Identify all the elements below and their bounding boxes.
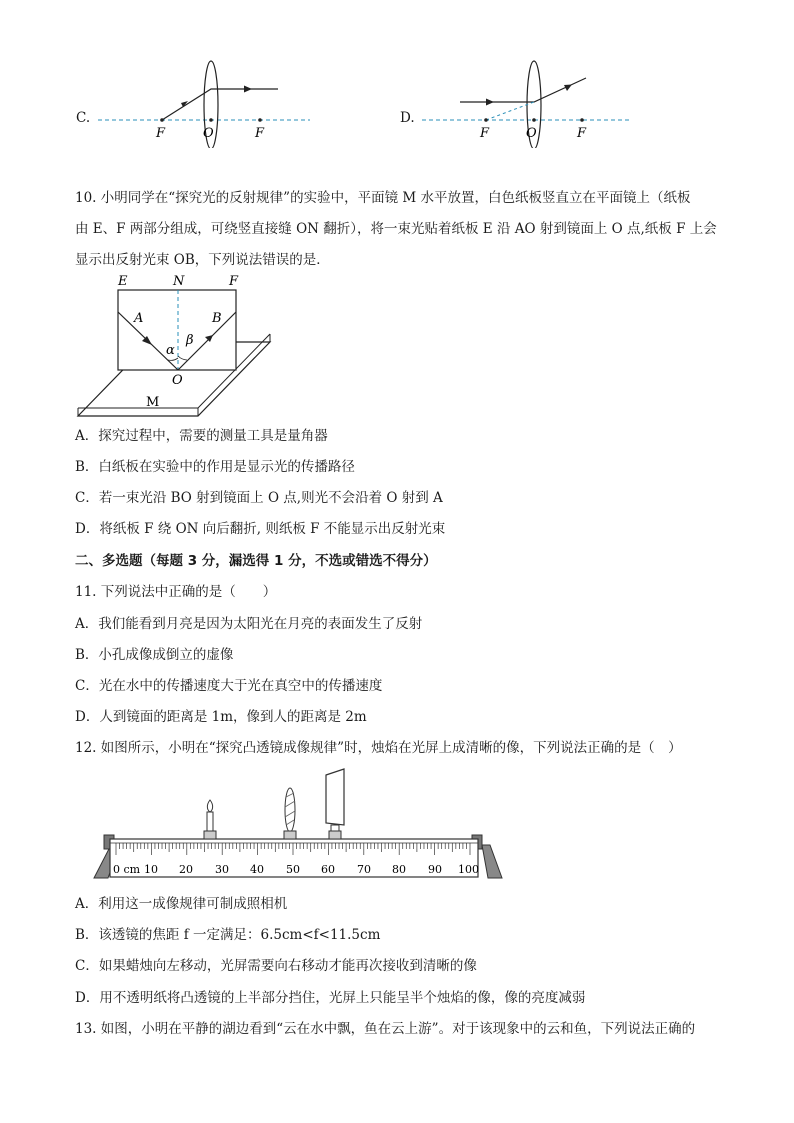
q11-option-c: C．光在水中的传播速度大于光在真空中的传播速度 [75,678,383,694]
bench-support-right [482,845,502,878]
label-alpha: α [166,343,175,358]
label-f: F [229,274,239,289]
label-n: N [173,274,185,289]
ruler-label-80: 80 [392,863,406,876]
label-e: E [118,274,128,289]
ruler-label-70: 70 [357,863,371,876]
focus-label-left: F [480,126,490,141]
q11-option-b: B．小孔成像成倒立的虚像 [75,647,234,663]
ruler-label-20: 20 [179,863,193,876]
ruler-label-30: 30 [215,863,229,876]
option-c-label: C. [76,110,91,126]
q9-option-d [394,60,654,148]
q12-option-d: D．用不透明纸将凸透镜的上半部分挡住，光屏上只能呈半个烛焰的像，像的亮度减弱 [75,990,586,1006]
ruler-label-0: 0 cm [113,863,141,876]
q12-stem: 12. 如图所示，小明在“探究凸透镜成像规律”时，烛焰在光屏上成清晰的像，下列说法正确的是（ ） [75,740,682,756]
label-beta: β [186,333,194,348]
light-screen-icon [326,769,344,839]
focus-label-right: F [577,126,587,141]
q10-option-d: D．将纸板 F 绕 ON 向后翻折, 则纸板 F 不能显示出反射光束 [75,521,446,537]
q11-stem: 11. 下列说法中正确的是（ ） [75,584,277,600]
arrow-icon [486,99,494,106]
q10-option-b: B．白纸板在实验中的作用是显示光的传播路径 [75,459,355,475]
lens-diagram-d [394,60,654,148]
q12-option-a: A．利用这一成像规律可制成照相机 [75,896,288,912]
center-label: O [526,126,537,141]
label-a: A [134,311,144,326]
label-m: M [146,395,160,410]
option-d-label: D. [400,110,415,126]
q13-stem: 13. 如图，小明在平静的湖边看到“云在水中飘，鱼在云上游”。对于该现象中的云和鱼，下列说法正确的 [75,1021,696,1037]
q10-stem-line2: 由 E、F 两部分组成，可绕竖直接缝 ON 翻折），将一束光贴着纸板 E 沿 AO 射到镜面上 O 点,纸板 F 上会 [75,221,717,237]
focus-label-right: F [255,126,265,141]
ruler-label-100: 100 [458,863,479,876]
label-o: O [172,373,183,388]
arrow-icon [244,86,252,93]
reflection-figure [72,272,282,420]
q11-option-d: D．人到镜面的距离是 1m，像到人的距离是 2m [75,709,367,725]
ruler-label-50: 50 [286,863,300,876]
q10-option-c: C．若一束光沿 BO 射到镜面上 O 点,则光不会沿着 O 射到 A [75,490,443,506]
ruler-label-90: 90 [428,863,442,876]
ruler-label-10: 10 [144,863,158,876]
center-label: O [203,126,214,141]
q12-option-b: B．该透镜的焦距 f 一定满足：6.5cm<f<11.5cm [75,927,381,943]
optical-bench-figure [80,765,510,885]
q12-option-c: C．如果蜡烛向左移动，光屏需要向右移动才能再次接收到清晰的像 [75,958,477,974]
q10-stem-line3: 显示出反射光束 OB，下列说法错误的是． [75,252,330,268]
section-title: 二、多选题（每题 3 分，漏选得 1 分，不选或错选不得分） [75,553,437,569]
candle-icon [204,800,216,839]
ruler-label-40: 40 [250,863,264,876]
q10-option-a: A．探究过程中，需要的测量工具是量角器 [75,428,328,444]
q10-stem-line1: 10. 小明同学在“探究光的反射规律”的实验中，平面镜 M 水平放置，白色纸板竖直立在平面镜上（纸板 [75,190,691,206]
ruler-label-60: 60 [321,863,335,876]
focus-label-left: F [156,126,166,141]
q11-option-a: A．我们能看到月亮是因为太阳光在月亮的表面发生了反射 [75,616,423,632]
label-b: B [212,311,222,326]
lens-diagram-c [70,60,330,148]
light-ray [162,89,278,120]
q9-option-c [70,60,330,148]
convex-lens-icon [284,788,296,839]
